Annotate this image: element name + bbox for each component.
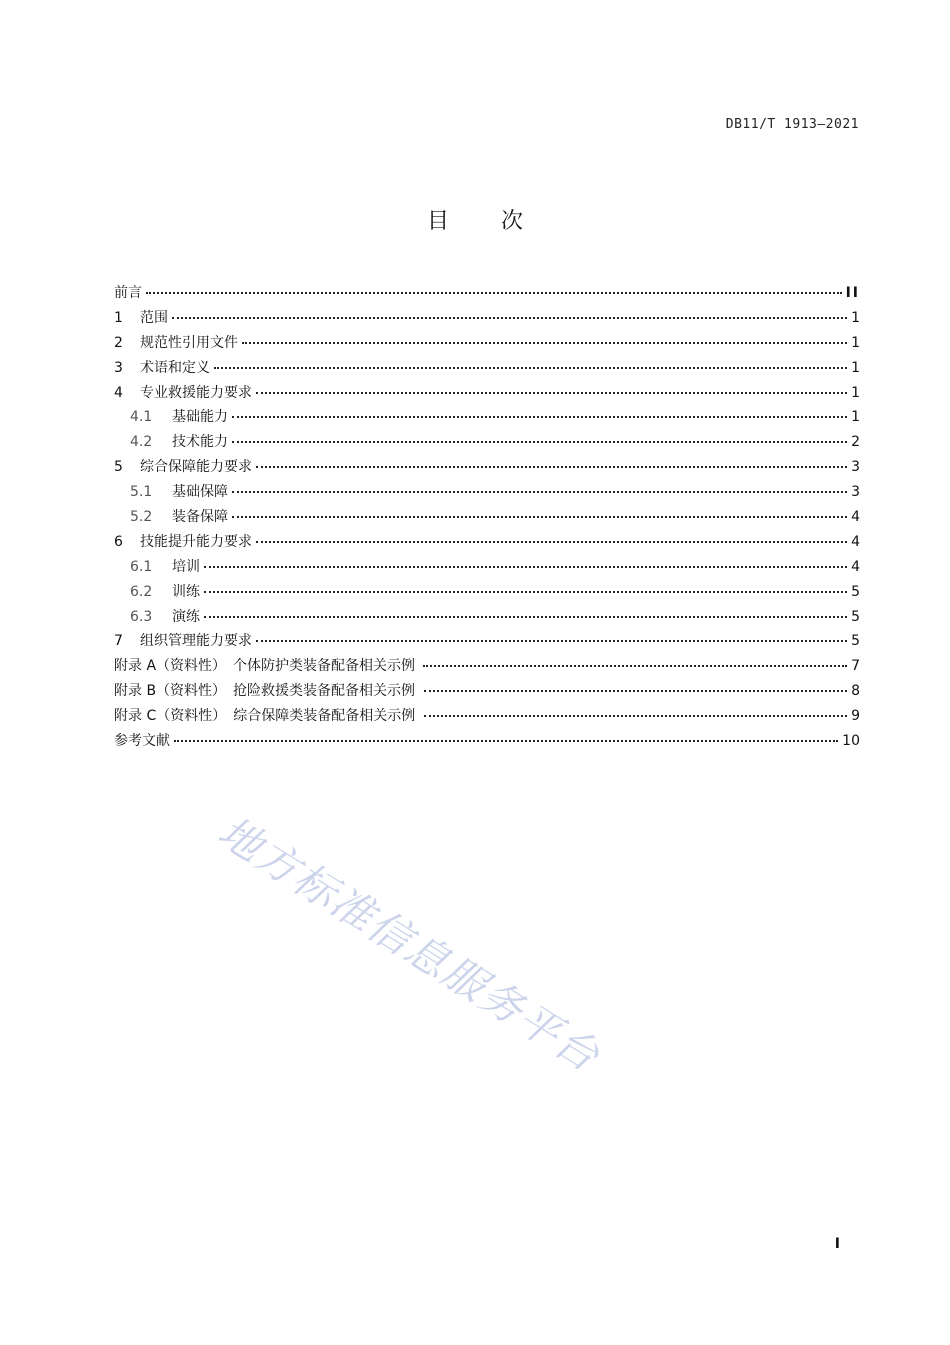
toc-entry-page: II <box>845 285 860 301</box>
toc-entry-page: 5 <box>851 633 860 650</box>
toc-entry[interactable] <box>114 656 860 681</box>
toc-entry[interactable] <box>114 557 860 582</box>
toc-entry-label: 组织管理能力要求 <box>140 633 252 650</box>
toc-entry[interactable] <box>114 432 860 457</box>
toc-entry[interactable] <box>114 706 860 731</box>
toc-entry[interactable] <box>114 482 860 507</box>
toc-dot-leader <box>204 616 847 618</box>
toc-dot-leader <box>232 441 847 443</box>
toc-dot-leader <box>256 392 847 394</box>
toc-entry[interactable] <box>114 582 860 607</box>
toc-entry-label: 附录 A（资料性） 个体防护类装备配备相关示例 <box>114 658 420 675</box>
toc-dot-leader <box>256 466 847 468</box>
toc-dot-leader <box>174 740 838 742</box>
toc-entry[interactable] <box>114 631 860 656</box>
toc-entry-page: 4 <box>851 533 860 550</box>
toc-entry-number: 6.2 <box>130 583 153 600</box>
toc-entry-label: 技术能力 <box>172 434 228 451</box>
toc-entry-page: 7 <box>851 658 860 675</box>
toc-dot-leader <box>172 317 847 319</box>
toc-entry-page: 3 <box>851 459 860 476</box>
toc-entry[interactable] <box>114 333 860 358</box>
toc-entry-page: 1 <box>851 384 860 401</box>
toc-entry-number: 4 <box>114 384 123 401</box>
toc-entry-label: 基础保障 <box>172 484 228 501</box>
toc-entry-label: 专业救援能力要求 <box>140 384 252 401</box>
toc-entry-label: 技能提升能力要求 <box>140 533 252 550</box>
watermark: 地方标准信息服务平台 <box>209 806 609 1082</box>
toc-dot-leader <box>146 292 842 294</box>
toc-entry-label: 规范性引用文件 <box>140 334 238 351</box>
toc-dot-leader <box>214 367 847 369</box>
toc-entry-page: 5 <box>851 583 860 600</box>
toc-entry-label: 前言 <box>114 285 142 301</box>
toc-entry-label: 基础能力 <box>172 409 228 426</box>
table-of-contents <box>114 283 860 756</box>
toc-entry-page: 4 <box>851 558 860 575</box>
toc-dot-leader <box>232 491 847 493</box>
toc-entry-page: 5 <box>851 608 860 625</box>
toc-entry-page: 9 <box>851 708 860 725</box>
toc-dot-leader <box>256 541 847 543</box>
toc-entry[interactable] <box>114 507 860 532</box>
toc-entry-label: 附录 C（资料性） 综合保障类装备配备相关示例 <box>114 708 420 725</box>
toc-entry[interactable] <box>114 283 860 308</box>
toc-dot-leader <box>256 640 847 642</box>
toc-entry-page: 3 <box>851 484 860 501</box>
toc-dot-leader <box>423 665 847 667</box>
toc-dot-leader <box>232 416 847 418</box>
toc-entry-number: 5.1 <box>130 484 153 501</box>
document-code: DB11/T 1913—2021 <box>725 117 859 132</box>
toc-entry-number: 7 <box>114 633 123 650</box>
toc-entry-number: 3 <box>114 359 123 376</box>
page-title: 目次 <box>426 209 575 234</box>
toc-entry-label: 综合保障能力要求 <box>140 459 252 476</box>
toc-entry-number: 4.2 <box>130 434 153 451</box>
toc-entry-label: 附录 B（资料性） 抢险救援类装备配备相关示例 <box>114 683 420 700</box>
toc-entry-number: 1 <box>114 309 123 326</box>
toc-entry-number: 6 <box>114 533 123 550</box>
toc-entry-number: 5.2 <box>130 509 153 526</box>
toc-entry-label: 培训 <box>172 558 200 575</box>
toc-entry-page: 1 <box>851 309 860 326</box>
toc-dot-leader <box>424 690 848 692</box>
toc-entry-page: 10 <box>842 733 860 750</box>
toc-entry-number: 6.3 <box>130 608 153 625</box>
toc-entry-page: 8 <box>851 683 860 700</box>
toc-entry-page: 2 <box>851 434 860 451</box>
toc-entry-label: 术语和定义 <box>140 359 210 376</box>
toc-entry-number: 4.1 <box>130 409 153 426</box>
toc-entry[interactable] <box>114 731 860 756</box>
toc-dot-leader <box>242 342 847 344</box>
toc-entry[interactable] <box>114 681 860 706</box>
toc-entry[interactable] <box>114 308 860 333</box>
toc-entry[interactable] <box>114 407 860 432</box>
toc-entry-label: 装备保障 <box>172 509 228 526</box>
page-number: I <box>834 1236 840 1252</box>
toc-entry-label: 演练 <box>172 608 200 625</box>
toc-entry[interactable] <box>114 457 860 482</box>
toc-dot-leader <box>232 516 847 518</box>
toc-entry-page: 4 <box>851 509 860 526</box>
toc-entry-label: 范围 <box>140 309 168 326</box>
toc-entry-label: 参考文献 <box>114 733 170 750</box>
toc-entry[interactable] <box>114 358 860 383</box>
toc-dot-leader <box>424 715 847 717</box>
toc-entry[interactable] <box>114 607 860 632</box>
toc-entry[interactable] <box>114 532 860 557</box>
toc-entry-number: 6.1 <box>130 558 153 575</box>
toc-entry-number: 2 <box>114 334 123 351</box>
toc-entry-label: 训练 <box>172 583 200 600</box>
toc-entry-number: 5 <box>114 459 123 476</box>
toc-dot-leader <box>204 591 847 593</box>
toc-dot-leader <box>204 566 847 568</box>
toc-entry[interactable] <box>114 383 860 408</box>
toc-entry-page: 1 <box>851 334 860 351</box>
toc-entry-page: 1 <box>851 409 860 426</box>
toc-entry-page: 1 <box>851 359 860 376</box>
